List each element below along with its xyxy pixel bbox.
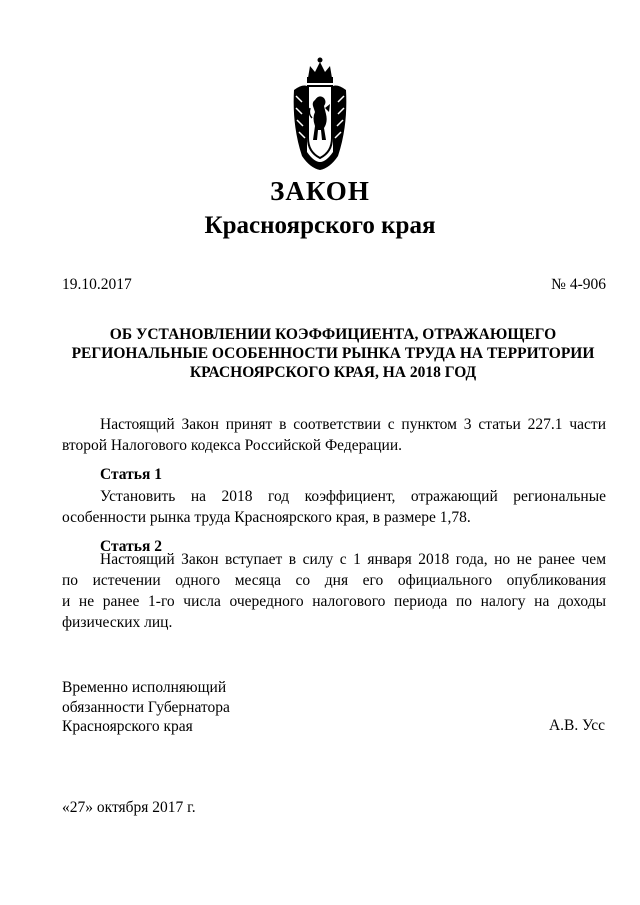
article-2-body [62,549,606,633]
paragraph-line: по истечении одного месяца со дня его официального опубликования [62,572,606,589]
article-1-body [62,486,606,528]
paragraph-line: Настоящий Закон принят в соответствии с пунктом 3 статьи 227.1 части [100,416,606,433]
paragraph-line: физических лиц. [62,614,173,631]
article-2-title: Статья 2 [100,538,162,555]
paragraph-line: Настоящий Закон вступает в силу с 1 января 2018 года, но не ранее чем [100,551,606,568]
paragraph-line: и не ранее 1-го числа очередного налогового периода по налогу на доходы [62,593,606,610]
intro-paragraph [62,414,606,456]
region-subtitle: Красноярского края [204,212,436,239]
document-date: 19.10.2017 [62,276,132,293]
signatory-name: А.В. Усс [548,717,605,734]
paragraph-line: второй Налогового кодекса Российской Федерации. [62,437,403,454]
signatory-position-line: Временно исполняющий [62,679,227,696]
document-number: № 4-906 [551,276,606,293]
paragraph-line: особенности рынка труда Красноярского края, в размере 1,78. [62,509,471,526]
law-heading [60,325,606,382]
signatory-position-line: обязанности Губернатора [62,698,230,716]
law-heading-line: ОБ УСТАНОВЛЕНИИ КОЭФФИЦИЕНТА, ОТРАЖАЮЩЕГО [109,326,557,343]
coat-of-arms-icon [288,56,352,174]
document-type-title: ЗАКОН [270,176,370,206]
law-heading-line: РЕГИОНАЛЬНЫЕ ОСОБЕННОСТИ РЫНКА ТРУДА НА ТЕРРИТОРИИ [71,345,595,362]
signed-date: «27» октября 2017 г. [62,799,196,816]
article-1-title: Статья 1 [100,466,162,483]
signatory-position [62,678,230,737]
paragraph-line: Установить на 2018 год коэффициент, отражающий региональные [100,488,606,505]
law-heading-line: КРАСНОЯРСКОГО КРАЯ, НА 2018 ГОД [189,364,477,381]
signatory-position-line: Красноярского края [62,718,193,735]
